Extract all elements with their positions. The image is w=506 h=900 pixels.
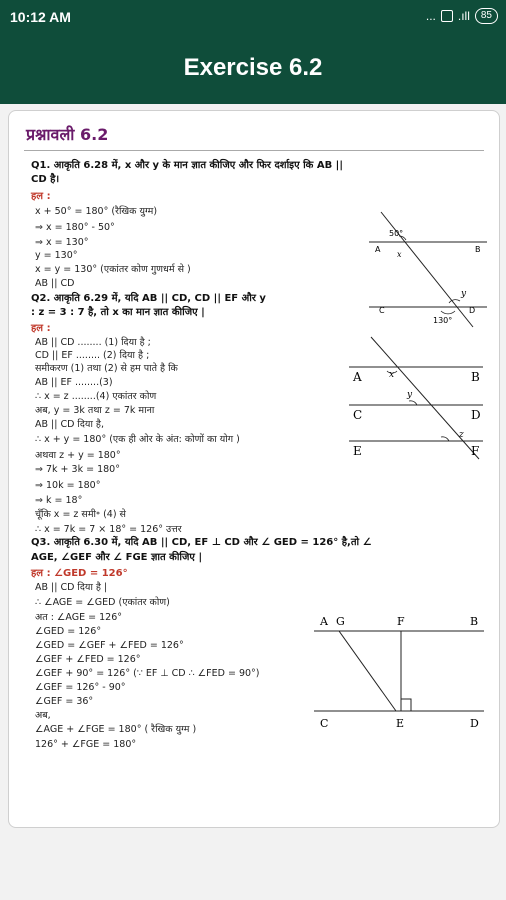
app-bar	[0, 34, 506, 104]
fig1-label-c: C	[379, 306, 385, 315]
fig3-label-f: F	[397, 615, 405, 628]
solution-line: समीकरण (1) तथा (2) से हम पाते है कि	[35, 363, 178, 374]
fig2-label-c: C	[353, 408, 363, 422]
question-line: AGE, ∠GEF और ∠ FGE ज्ञात कीजिए |	[31, 552, 203, 563]
solution-line: AB || EF ........(3)	[35, 377, 113, 388]
figure-6-28	[361, 209, 496, 329]
solution-line: ∠GED = ∠GEF + ∠FED = 126°	[35, 640, 184, 651]
fig1-label-130: 130°	[433, 316, 453, 325]
solution-line: x + 50° = 180° (रैखिक युग्म)	[35, 206, 158, 217]
solution-line: ⇒ x = 180° - 50°	[35, 222, 115, 233]
solution-line: अत : ∠AGE = 126°	[35, 612, 123, 623]
figure-6-30	[304, 611, 494, 731]
solution-line: AB || CD दिया है,	[35, 419, 104, 430]
status-icons	[426, 8, 498, 24]
solution-line: AB || CD	[35, 278, 75, 289]
solution-line: ⇒ k = 18°	[35, 495, 83, 506]
fig1-label-50: 50°	[389, 229, 404, 238]
fig2-label-e: E	[353, 444, 362, 458]
solution-line: ∠GEF = 36°	[35, 696, 94, 707]
heading-divider	[24, 150, 484, 151]
question-line: Q3. आकृति 6.30 में, यदि AB || CD, EF ⊥ CD और ∠ GED = 126° है,तो ∠	[31, 537, 372, 548]
battery-icon: 85	[475, 8, 498, 24]
solution-label: हल :	[31, 323, 51, 334]
solution-label: हल :	[31, 191, 51, 202]
solution-line: ⇒ 10k = 180°	[35, 480, 101, 491]
solution-line: ∠GED = 126°	[35, 626, 102, 637]
solution-line: 126° + ∠FGE = 180°	[35, 739, 137, 750]
solution-line: ∴ x = z ........(4) एकांतर कोण	[35, 391, 157, 402]
fig3-label-e: E	[396, 717, 405, 730]
solution-line: चूँकि x = z समी॰ (4) से	[35, 509, 126, 520]
solution-label: हल : ∠GED = 126°	[31, 568, 128, 579]
solution-line: ∴ x = 7k = 7 × 18° = 126° उत्तर	[35, 524, 182, 535]
solution-line: अब,	[35, 710, 51, 721]
status-time: 10:12 AM	[10, 9, 71, 25]
fig2-label-b: B	[471, 370, 480, 384]
exercise-heading: प्रश्नावली 6.2	[26, 125, 109, 144]
fig2-label-z: z	[459, 430, 464, 440]
solution-line: ⇒ x = 130°	[35, 237, 89, 248]
solution-line: अथवा z + y = 180°	[35, 450, 121, 461]
fig3-label-g: G	[336, 615, 345, 628]
fig2-label-d: D	[471, 408, 481, 422]
fig2-label-x: x	[389, 370, 395, 380]
question-line: : z = 3 : 7 है, तो x का मान ज्ञात कीजिए |	[31, 307, 205, 318]
fig3-label-c: C	[320, 717, 329, 730]
question-line: Q1. आकृति 6.28 में, x और y के मान ज्ञात कीजिए और फिर दर्शाइए कि AB ||	[31, 160, 343, 171]
fig3-label-a: A	[320, 615, 328, 628]
figure-6-29	[339, 333, 494, 468]
solution-line: ∠AGE + ∠FGE = 180° ( रैखिक युग्म )	[35, 724, 197, 735]
solution-line: ∠GEF + ∠FED = 126°	[35, 654, 141, 665]
content-card[interactable]	[8, 110, 500, 828]
fig1-label-y: y	[461, 289, 467, 299]
screen-background	[0, 828, 506, 900]
solution-line: ∴ x + y = 180° (एक ही ओर के अंत: कोणों का योग )	[35, 434, 240, 445]
solution-line: AB || CD दिया है |	[35, 582, 108, 593]
solution-line: अब, y = 3k तथा z = 7k माना	[35, 405, 155, 416]
solution-line: ∠GEF + 90° = 126° (∵ EF ⊥ CD ∴ ∠FED = 90°)	[35, 668, 260, 679]
fig2-label-a: A	[353, 370, 362, 384]
solution-line: CD || EF ........ (2) दिया है ;	[35, 350, 150, 361]
solution-line: ⇒ 7k + 3k = 180°	[35, 464, 120, 475]
signal-icon: .ıll	[457, 9, 470, 23]
solution-line: ∴ ∠AGE = ∠GED (एकांतर कोण)	[35, 597, 170, 608]
fig1-label-d: D	[469, 306, 476, 315]
fig1-label-x: x	[397, 250, 402, 259]
question-line: CD है।	[31, 174, 60, 185]
question-line: Q2. आकृति 6.29 में, यदि AB || CD, CD || EF और y	[31, 293, 266, 304]
more-dots-icon: ...	[425, 9, 436, 23]
page-title: Exercise 6.2	[183, 54, 323, 81]
fig2-label-y: y	[407, 390, 413, 400]
solution-line: y = 130°	[35, 250, 78, 261]
solution-line: x = y = 130° (एकांतर कोण गुणधर्म से )	[35, 264, 191, 275]
sim-icon	[441, 10, 453, 22]
fig3-label-d: D	[470, 717, 479, 730]
fig1-label-a: A	[375, 245, 381, 254]
fig2-label-f: F	[471, 444, 480, 458]
solution-line: AB || CD ........ (1) दिया है ;	[35, 337, 151, 348]
fig3-label-b: B	[470, 615, 479, 628]
solution-line: ∠GEF = 126° - 90°	[35, 682, 126, 693]
fig1-label-b: B	[475, 245, 481, 254]
status-bar	[0, 0, 506, 34]
